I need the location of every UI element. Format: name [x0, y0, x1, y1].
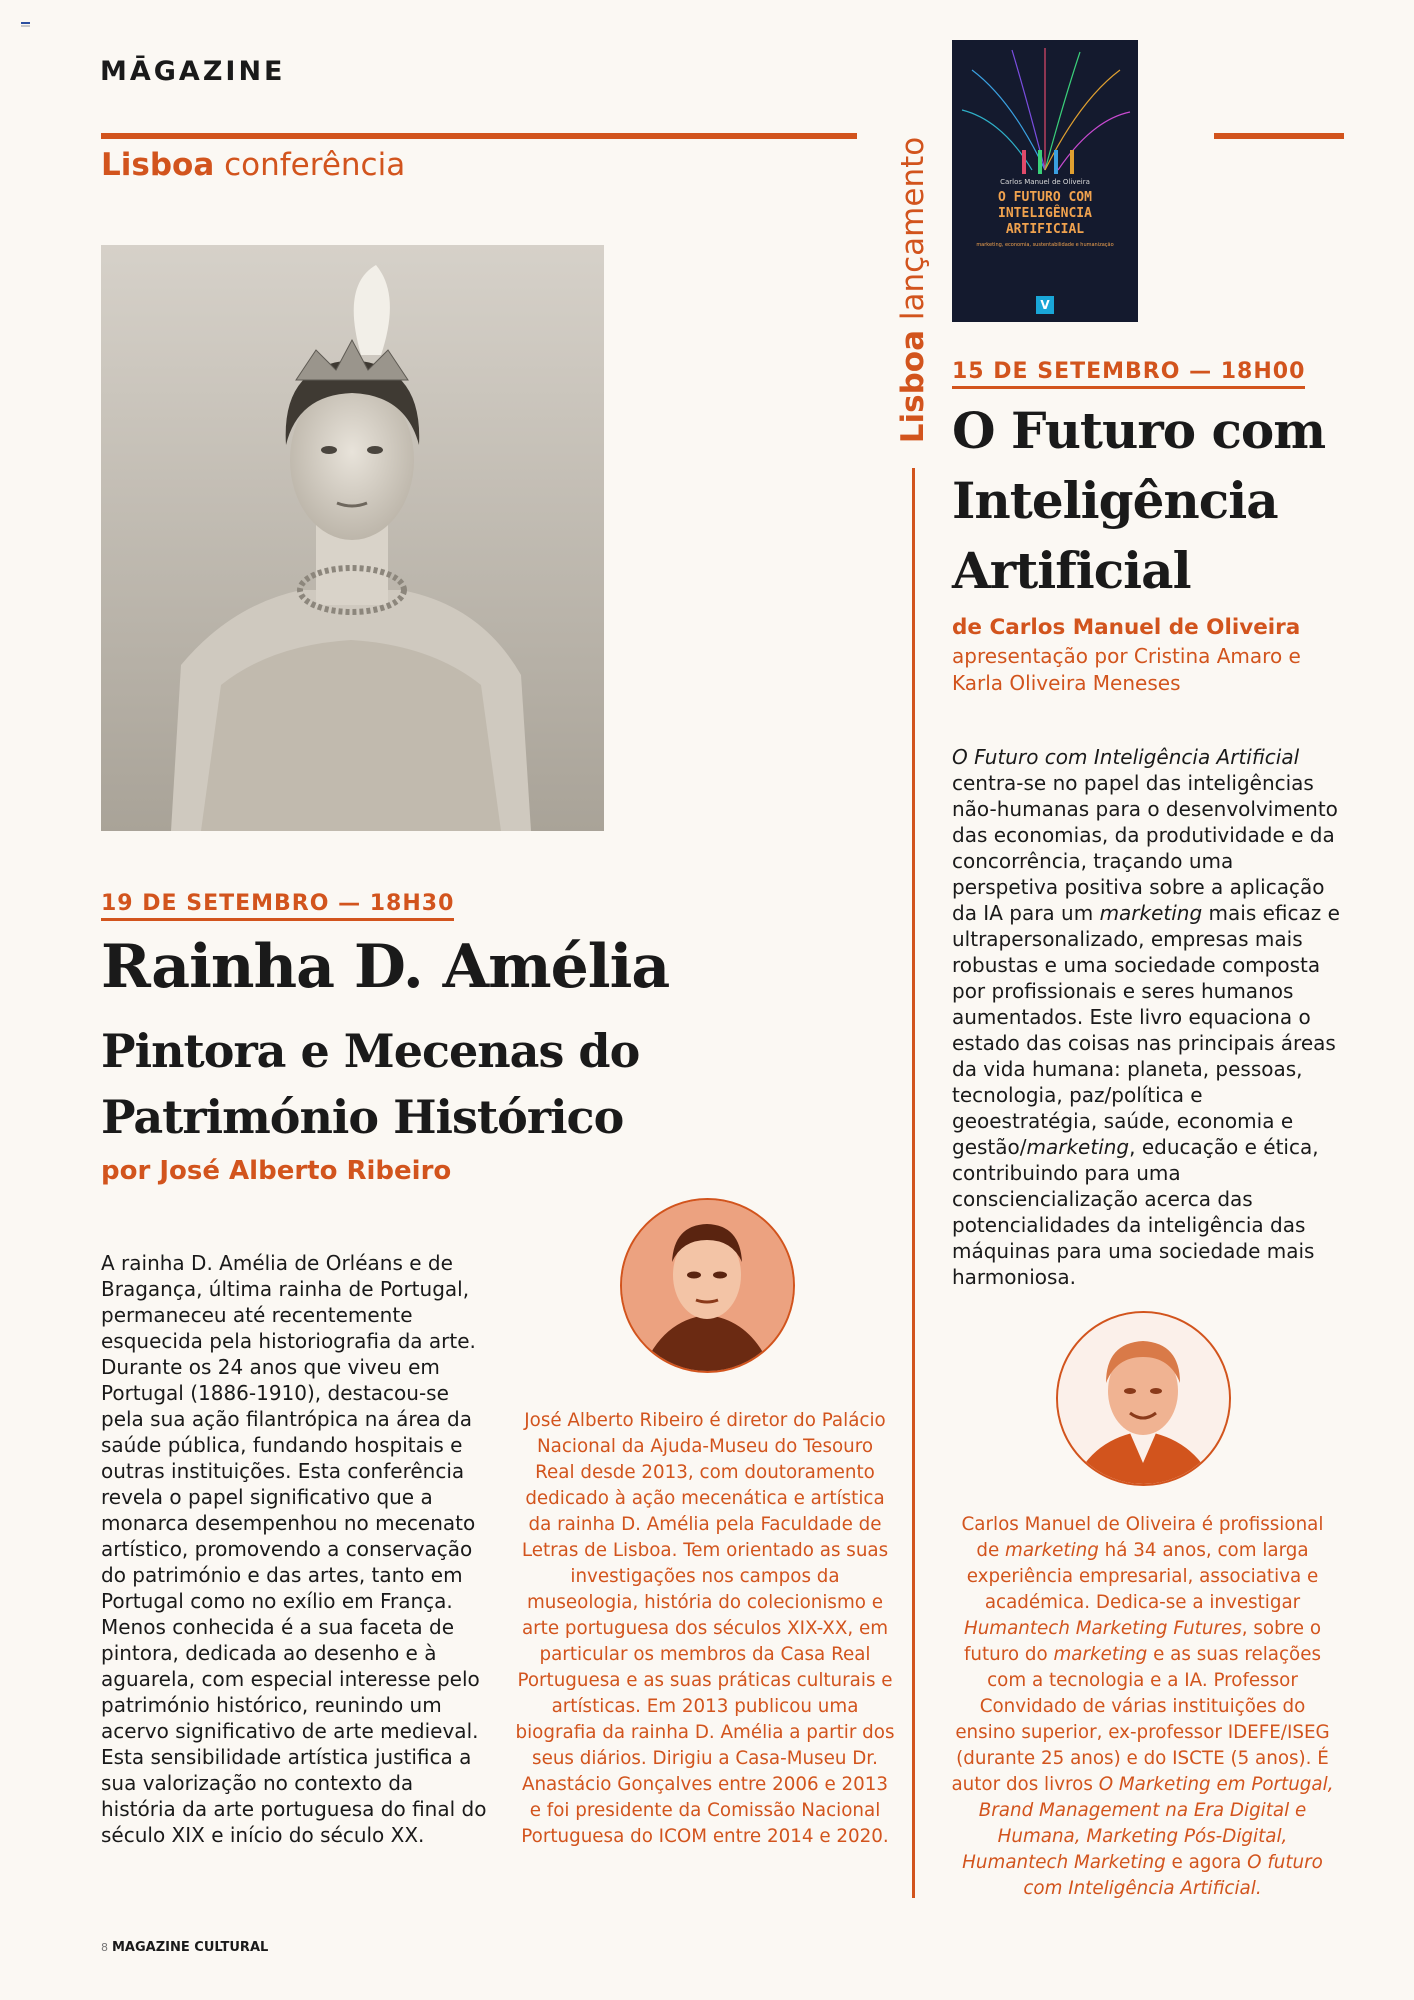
section-type: conferência: [224, 147, 406, 183]
footer-label: MAGAZINE CULTURAL: [112, 1940, 269, 1955]
launch-date: 15 DE SETEMBRO — 18H00: [952, 359, 1305, 389]
launch-city: Lisboa: [895, 329, 931, 444]
launch-body-part: centra-se no papel das inteligências não-humanas para o desenvolvimento das economias, da produtividade e da concorrência, traçando uma perspetiva positiva sobre a aplicação da IA para um: [952, 771, 1338, 925]
oliveira-bio-emphasis: O Marketing em Portugal, Brand Management na Era Digital e Humana, Marketing Pós-Digital, Humantech Marketing: [962, 1774, 1334, 1873]
queen-amelia-photo: [101, 245, 604, 831]
conference-date: 19 DE SETEMBRO — 18H30: [101, 891, 454, 921]
section-rule-right: [1214, 133, 1344, 139]
page-footer: [101, 1940, 268, 1955]
magazine-logo: MĀGAZINE: [100, 56, 286, 87]
launch-body-emphasis: marketing: [1099, 901, 1203, 925]
section-rule-left: [101, 133, 857, 139]
publisher-logo: V: [1036, 296, 1054, 314]
launch-vertical-label: [895, 130, 931, 450]
oliveira-portrait: [1056, 1311, 1231, 1486]
oliveira-bio-emphasis: marketing: [1005, 1540, 1099, 1561]
book-cover-author: Carlos Manuel de Oliveira: [1000, 178, 1090, 186]
conference-subtitle: Pintora e Mecenas do Património Histórico: [101, 1024, 640, 1144]
oliveira-bio-emphasis: O futuro com Inteligência Artificial.: [1023, 1852, 1323, 1899]
oliveira-bio-part: , sobre o futuro do: [963, 1618, 1322, 1665]
oliveira-bio-emphasis: marketing: [1053, 1644, 1148, 1665]
launch-body-part: mais eficaz e ultrapersonalizado, empresas mais robustas e uma sociedade composta por profissionais e seres humanos aumentados. Este livro equaciona o estado das coisas nas principais áreas da vida humana: planeta, pessoas, tecnologia, paz/política e geoestratégia, saúde, economia e gestão/: [952, 901, 1340, 1159]
flag-icon: [21, 22, 30, 29]
column-divider: [912, 468, 915, 1898]
book-cover: [952, 40, 1138, 322]
conference-body: A rainha D. Amélia de Orléans e de Bragança, última rainha de Portugal, permaneceu até recentemente esquecida pela historiografia da arte. Durante os 24 anos que viveu em Portugal (1886-1910), destacou-se pela sua ação filantrópica na área da saúde pública, fundando hospitais e outras instituições. Esta conferência revela o papel significativo que a monarca desempenhou no mecenato artístico, promovendo a conservação do património e das artes, tanto em Portugal como no exílio em França. Menos conhecida é a sua faceta de pintora, dedicada ao desenho e à aguarela, com especial interesse pelo património histórico, reunindo um acervo significativo de arte medieval. Esta sensibilidade artística justifica a sua valorização no contexto da história da arte portuguesa do final do século XIX e início do século XX.: [101, 1251, 487, 1847]
oliveira-bio-part: há 34 anos, com larga experiência empresarial, associativa e académica. Dedica-se a investigar: [966, 1540, 1319, 1613]
launch-byline: de Carlos Manuel de Oliveira: [952, 615, 1301, 640]
oliveira-bio-part: e agora: [1165, 1852, 1248, 1873]
ribeiro-portrait: [620, 1198, 795, 1373]
oliveira-bio: [950, 1512, 1335, 1902]
launch-body-book-title: O Futuro com Inteligência Artificial: [952, 745, 1300, 769]
launch-type: lançamento: [895, 136, 931, 321]
launch-presenters: apresentação por Cristina Amaro e Karla Oliveira Meneses: [952, 644, 1301, 695]
launch-body-emphasis: marketing: [1026, 1135, 1130, 1159]
section-label: [101, 147, 405, 183]
oliveira-bio-emphasis: Humantech Marketing Futures: [963, 1618, 1242, 1639]
section-city: Lisboa: [101, 147, 215, 183]
oliveira-bio-part: Carlos Manuel de Oliveira é profissional de: [961, 1514, 1324, 1561]
launch-label-text: [895, 137, 931, 443]
book-cover-subtitle: marketing, economia, sustentabilidade e humanização: [976, 242, 1114, 248]
launch-title: O Futuro com Inteligência Artificial: [952, 401, 1326, 600]
book-cover-title: O FUTURO COM INTELIGÊNCIA ARTIFICIAL: [998, 190, 1092, 237]
oliveira-bio-part: e as suas relações com a tecnologia e a IA. Professor Convidado de várias instituições do ensino superior, ex-professor IDEFE/ISEG (durante 25 anos) e do ISCTE (5 anos). É autor dos livros: [951, 1644, 1330, 1795]
conference-title: Rainha D. Amélia: [101, 932, 670, 1002]
page-number: 8: [101, 1941, 108, 1954]
ribeiro-bio: José Alberto Ribeiro é diretor do Palácio Nacional da Ajuda-Museu do Tesouro Real desde 2013, com doutoramento dedicado à ação mecenática e artística da rainha D. Amélia pela Faculdade de Letras de Lisboa. Tem orientado as suas investigações nos campos da museologia, história do colecionismo e arte portuguesa dos séculos XIX-XX, em particular os membros da Casa Real Portuguesa e as suas práticas culturais e artísticas. Em 2013 publicou uma biografia da rainha D. Amélia a partir dos seus diários. Dirigiu a Casa-Museu Dr. Anastácio Gonçalves entre 2006 e 2013 e foi presidente da Comissão Nacional Portuguesa do ICOM entre 2014 e 2020.: [515, 1410, 895, 1847]
conference-byline: por José Alberto Ribeiro: [101, 1156, 452, 1186]
launch-body-part: , educação e ética, contribuindo para uma consciencialização acerca das potencialidades da inteligência das máquinas para uma sociedade mais harmoniosa.: [952, 1135, 1319, 1289]
launch-body: [952, 744, 1344, 1290]
